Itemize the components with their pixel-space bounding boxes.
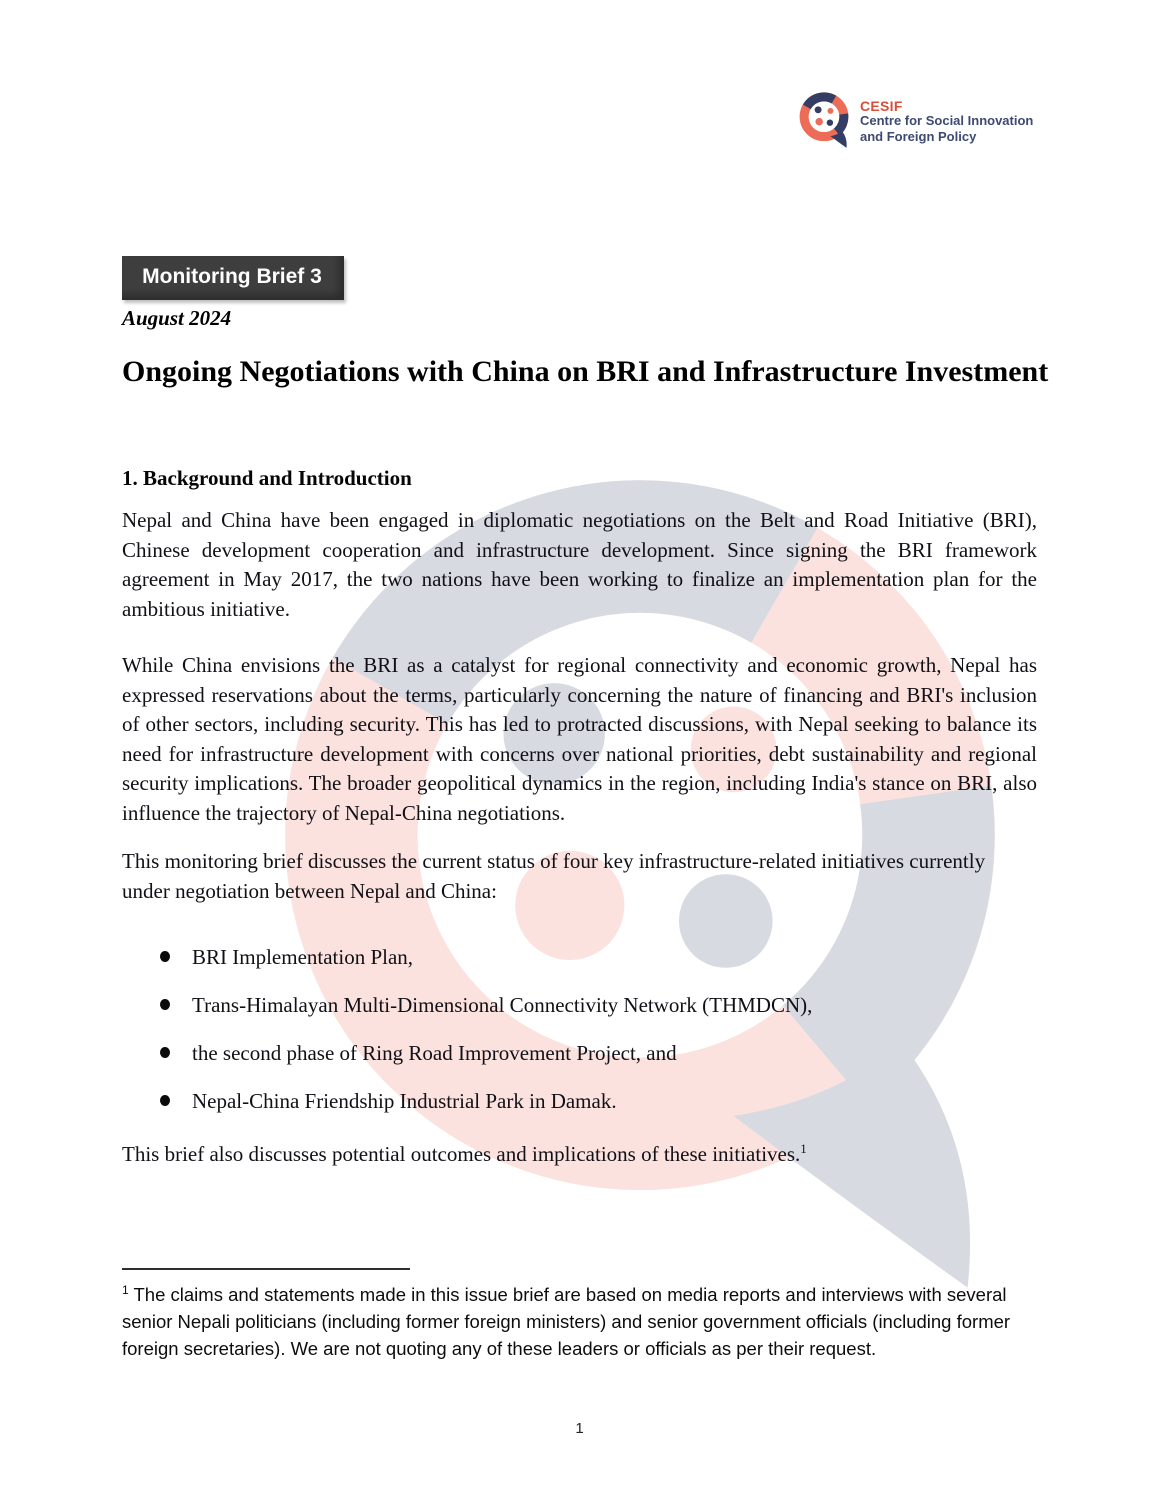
footnote-separator (122, 1268, 410, 1270)
page-title: Ongoing Negotiations with China on BRI and Infrastructure Investment (122, 355, 1049, 388)
list-item (160, 1086, 1040, 1116)
footnote-marker: 1 (122, 1282, 129, 1297)
list-item-label: Trans-Himalayan Multi-Dimensional Connectivity Network (THMDCN), (192, 993, 813, 1017)
bullet-icon (160, 951, 170, 962)
cesif-acronym: CESIF (860, 98, 903, 114)
cesif-logo-mark-icon (797, 90, 851, 150)
publication-date: August 2024 (122, 306, 232, 330)
cesif-logo (797, 90, 1033, 150)
list-item (160, 1038, 1040, 1068)
closing-sentence-text: This brief also discusses potential outcomes and implications of these initiatives. (122, 1142, 801, 1166)
page-number: 1 (575, 1420, 584, 1437)
cesif-logo-text (860, 90, 1033, 144)
initiatives-list (160, 942, 1040, 1134)
paragraph-initiatives-intro: This monitoring brief discusses the current status of four key infrastructure-related initiatives currently under negotiation between Nepal and China: (122, 849, 986, 903)
cesif-name-line1: Centre for Social Innovation (860, 113, 1034, 128)
cesif-name-line2: and Foreign Policy (860, 128, 977, 144)
footnote-text: The claims and statements made in this issue brief are based on media reports and interviews with several senior Nepali politicians (including former foreign ministers) and senior government officials (including former foreign secretaries). We are not quoting any of these leaders or officials as per their request. (122, 1284, 1011, 1359)
monitoring-brief-badge: Monitoring Brief 3 (122, 256, 344, 300)
list-item-label: BRI Implementation Plan, (192, 945, 414, 969)
footnote-reference: 1 (800, 1141, 807, 1156)
list-item (160, 990, 1040, 1020)
bullet-icon (160, 1095, 170, 1106)
section-heading: 1. Background and Introduction (122, 466, 412, 490)
list-item-label: Nepal-China Friendship Industrial Park in Damak. (192, 1089, 617, 1113)
list-item (160, 942, 1040, 972)
closing-sentence (122, 1140, 1037, 1170)
list-item-label: the second phase of Ring Road Improvement Project, and (192, 1041, 677, 1065)
bullet-icon (160, 999, 170, 1010)
paragraph-background-1: Nepal and China have been engaged in diplomatic negotiations on the Belt and Road Initiative (BRI), Chinese development cooperation and infrastructure development. Since signing the BRI framework agreement in May 2017, the two nations have been working to finalize an implementation plan for the ambitious initiative. (122, 508, 1037, 621)
footnote (122, 1281, 1034, 1362)
paragraph-background-2: While China envisions the BRI as a catalyst for regional connectivity and economic growth, Nepal has expressed reservations about the terms, particularly concerning the nature of financing and BRI's inclusion of other sectors, including security. This has led to protracted discussions, with Nepal seeking to balance its need for infrastructure development with concerns over national priorities, debt sustainability and regional security implications. The broader geopolitical dynamics in the region, including India's stance on BRI, also influence the trajectory of Nepal-China negotiations. (122, 653, 1037, 825)
bullet-icon (160, 1047, 170, 1058)
